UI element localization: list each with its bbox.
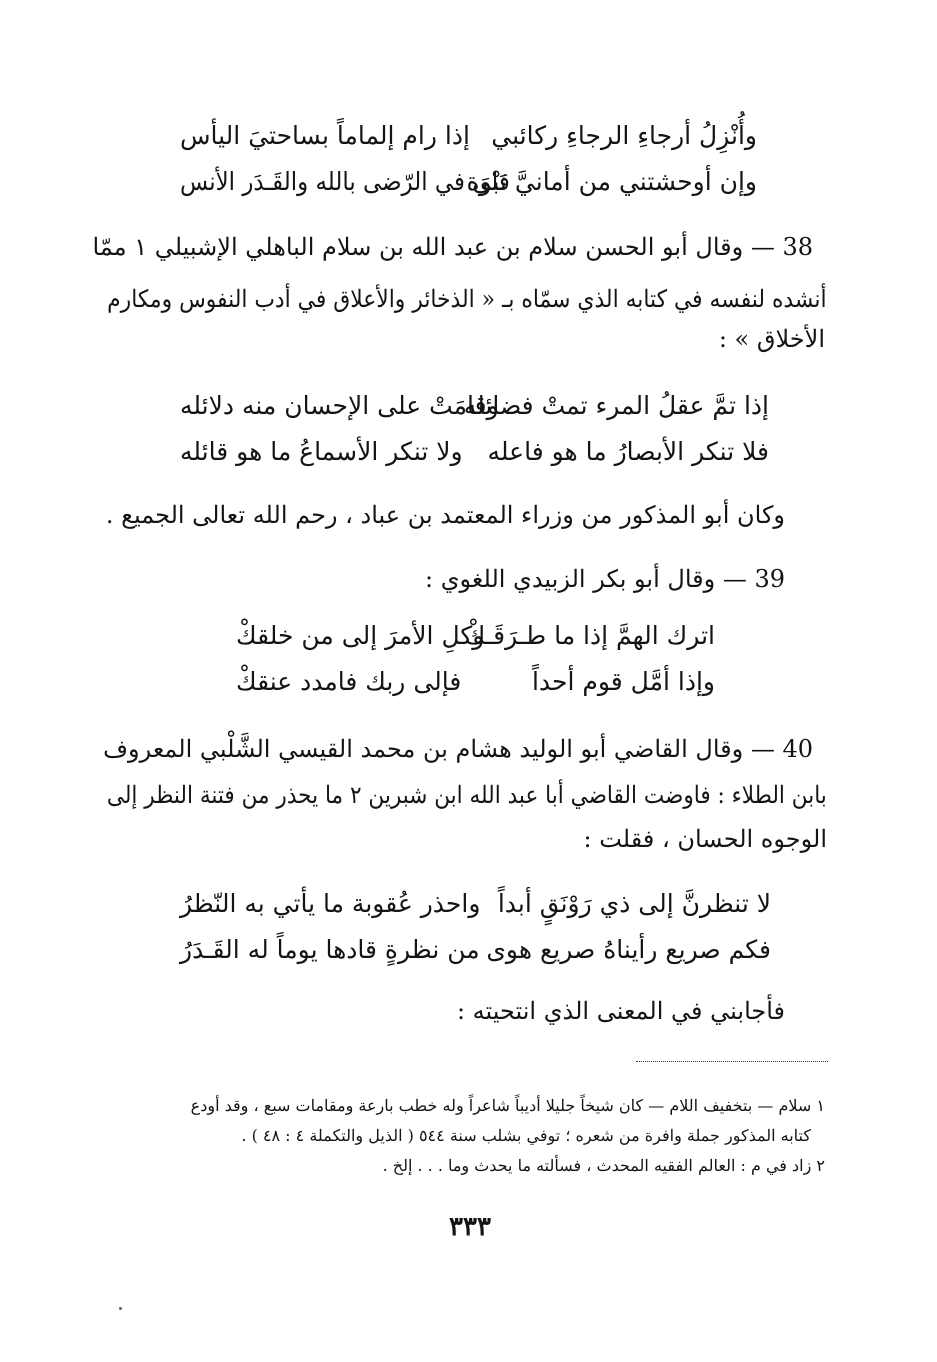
poem-1-verse-2-right: وإن أوحشتني من أمانيَّ نَبْوَة: [466, 167, 757, 196]
section-38-line-1: 38 — وقال أبو الحسن سلام بن عبد الله بن سلام الباهلي الإشبيلي ١ ممّا: [92, 233, 813, 261]
section-40-line-3: الوجوه الحسان ، فقلت :: [583, 825, 827, 853]
footnote-1-line-1: ١ سلام — بتخفيف اللام — كان شيخاً جليلا أديباً شاعراً وله خطب بارعة ومقامات سبع ، وقد أودع: [190, 1096, 825, 1115]
page-number: ٣٣٣: [449, 1212, 491, 1242]
section-40-line-2: بابن الطلاء : فاوضت القاضي أبا عبد الله ابن شبرين ٢ ما يحذر من فتنة النظر إلى: [107, 781, 827, 809]
poem-2-verse-2-right: فلا تنكر الأبصارُ ما هو فاعله: [487, 437, 769, 466]
poem-3-verse-1-left: وكلِ الأمرَ إلى من خلقكْ: [236, 621, 485, 650]
footnote-separator: [636, 1061, 828, 1062]
poem-3-verse-1-right: اترك الهمَّ إذا ما طـرَقَـكْ: [464, 621, 715, 650]
poem-4-verse-1-left: واحذر عُقوبة ما يأتي به النّظرُ: [180, 889, 481, 918]
poem-1-verse-2-left: فلي في الرّضى بالله والقَـدَر الأنس: [180, 167, 510, 196]
poem-1-verse-1-left: إذا رام إلماماً بساحتيَ اليأس: [180, 121, 470, 150]
reply-line: فأجابني في المعنى الذي انتحيته :: [456, 997, 785, 1025]
footnote-1-line-2: كتابه المذكور جملة وافرة من شعره ؛ توفي بشلب سنة ٥٤٤ ( الذيل والتكملة ٤ : ٤٨ ) .: [241, 1126, 811, 1145]
footnote-2-line-1: ٢ زاد في م : العالم الفقيه المحدث ، فسألته ما يحدث وما . . . إلخ .: [382, 1156, 825, 1175]
note-38: وكان أبو المذكور من وزراء المعتمد بن عباد ، رحم الله تعالى الجميع .: [105, 501, 785, 529]
poem-1-verse-1-right: وأُنْزِلُ أرجاءِ الرجاءِ ركائبي: [491, 121, 757, 150]
poem-4-verse-2-left: من نظرةٍ قادها يوماً له القَـدَرُ: [180, 935, 480, 964]
poem-2-verse-2-left: ولا تنكر الأسماعُ ما هو قائله: [180, 437, 463, 466]
poem-2-verse-1-left: وقامَتْ على الإحسان منه دلائله: [180, 391, 499, 420]
poem-3-verse-2-right: وإذا أمَّل قوم أحداً: [531, 667, 715, 696]
section-40-line-1: 40 — وقال القاضي أبو الوليد هشام بن محمد القيسي الشَّلْبي المعروف: [103, 735, 813, 763]
poem-2-verse-1-right: إذا تمَّ عقلُ المرء تمتْ فضائله: [463, 391, 769, 420]
section-38-line-3: الأخلاق » :: [718, 325, 825, 353]
poem-4-verse-1-right: لا تنظرنَّ إلى ذي رَوْنَقٍ أبداً: [497, 889, 771, 918]
poem-3-verse-2-left: فإلى ربك فامدد عنقكْ: [236, 667, 462, 696]
scan-speck: [119, 1307, 122, 1310]
section-38-line-2: أنشده لنفسه في كتابه الذي سمّاه بـ « الذخائر والأعلاق في أدب النفوس ومكارم: [107, 285, 827, 313]
section-39-line-1: 39 — وقال أبو بكر الزبيدي اللغوي :: [425, 565, 785, 593]
poem-4-verse-2-right: فكم صريع رأيناهُ صريع هوى: [486, 935, 771, 964]
